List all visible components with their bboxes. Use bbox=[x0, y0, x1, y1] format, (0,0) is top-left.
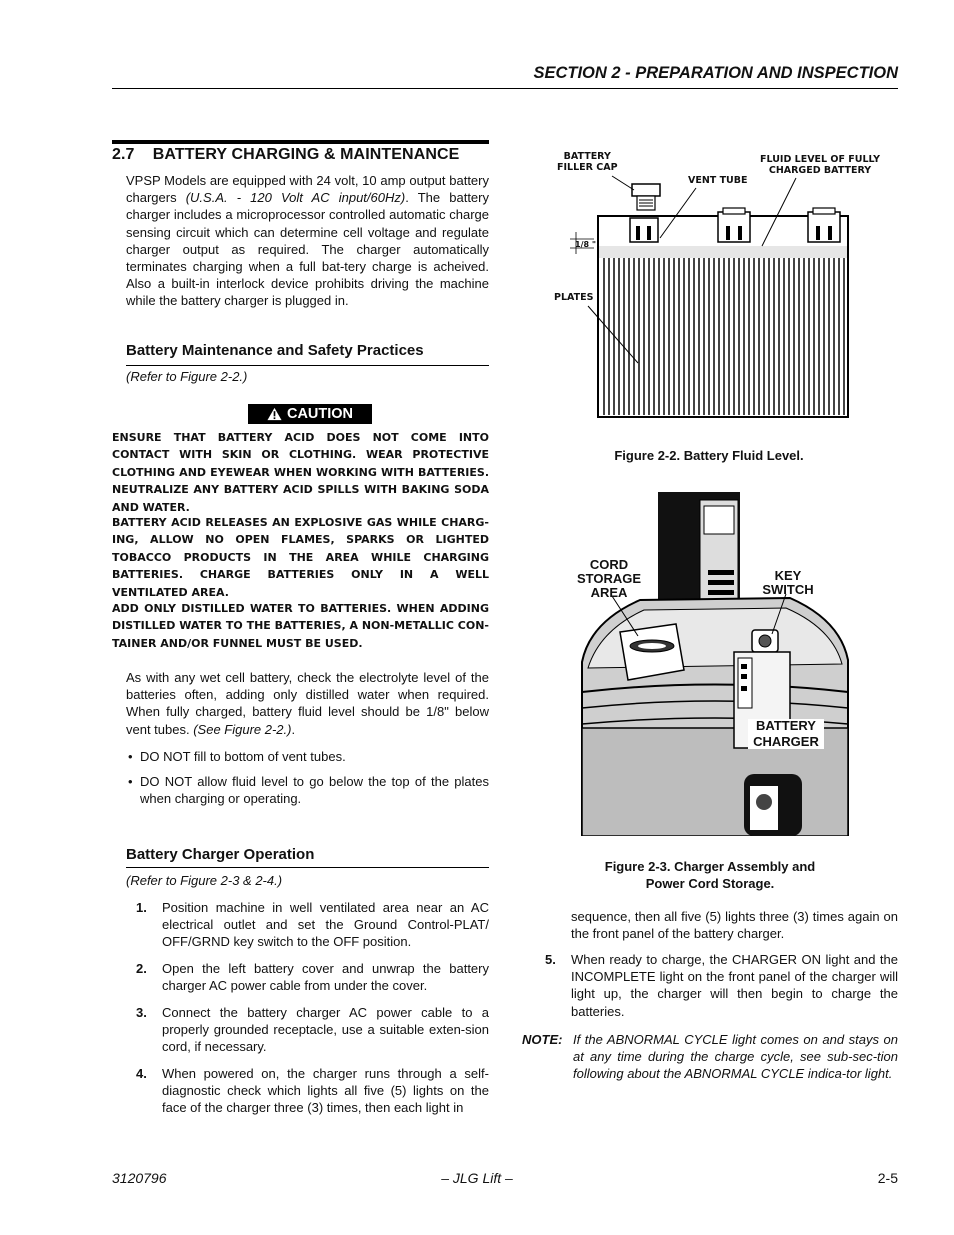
operation-heading: Battery Charger Operation bbox=[126, 846, 315, 863]
step-text: Connect the battery charger AC power cable to a properly grounded receptacle, use a suitable exten-sion cord, if necessary. bbox=[162, 1005, 489, 1055]
footer-page-number: 2-5 bbox=[877, 1170, 898, 1186]
intro-text-b: . The battery charger includes a microprocessor controlled automatic charge sensing circuit which can determine cell voltage and regulate charger output as required. The charger automatically terminates charging when a full bat-tery charge is acheived. Also a built-in interlock device prohibits driving the machine while the battery charger is plugged in. bbox=[126, 190, 489, 309]
label-line: FILLER CAP bbox=[557, 161, 618, 173]
label-line: CHARGER bbox=[753, 734, 819, 749]
step-text: Open the left battery cover and unwrap the battery charger AC power cable from under the cover. bbox=[162, 961, 489, 994]
list-item bbox=[126, 960, 489, 994]
label-line: FLUID LEVEL OF FULLY bbox=[760, 154, 880, 165]
step-number: 2. bbox=[136, 961, 147, 976]
label-line: CORD bbox=[589, 557, 629, 572]
label-line: AREA bbox=[590, 585, 628, 600]
figure-2-2-caption: Figure 2-2. Battery Fluid Level. bbox=[614, 448, 804, 463]
step-text: When ready to charge, the CHARGER ON light and the INCOMPLETE light on the front panel of the charger will light up, the charger will then begin to charge the batteries. bbox=[571, 952, 898, 1019]
vent-tube-icon bbox=[718, 208, 750, 242]
note-text: If the ABNORMAL CYCLE light comes on and stays on at any time during the charge cycle, see sub-sec-tion following about the ABNORMAL CYCLE indica-tor light. bbox=[573, 1032, 898, 1082]
list-item bbox=[530, 951, 898, 1020]
caution-text-distilled-water: ADD ONLY DISTILLED WATER TO BATTERIES. WHEN ADDING DISTILLED WATER TO THE BATTERIES, A NON-METALLIC CON-TAINER AND/OR FUNNEL MUST BE USED. bbox=[112, 602, 489, 650]
label-cord-storage-area bbox=[572, 558, 646, 600]
section-header: SECTION 2 - PREPARATION AND INSPECTION bbox=[533, 64, 898, 82]
step-number: 1. bbox=[136, 900, 147, 915]
bullet-mark: • bbox=[128, 749, 133, 764]
maintenance-reference: (Refer to Figure 2-2.) bbox=[126, 369, 248, 384]
label-fluid-level bbox=[760, 155, 880, 176]
charger-assembly-figure bbox=[580, 492, 850, 836]
note-label: NOTE: bbox=[522, 1032, 563, 1047]
section-title-rule bbox=[112, 140, 489, 144]
wet-cell-paragraph bbox=[126, 669, 489, 738]
label-plates: PLATES bbox=[554, 292, 594, 303]
figure-2-3-caption bbox=[560, 858, 860, 892]
label-line: KEY bbox=[774, 568, 802, 583]
charger-plug-icon bbox=[744, 774, 802, 836]
step-4-continuation: sequence, then all five (5) lights three (3) times again on the front panel of the battery charger. bbox=[571, 909, 898, 942]
intro-paragraph bbox=[126, 172, 489, 310]
label-vent-tube: VENT TUBE bbox=[688, 175, 748, 186]
list-item bbox=[126, 899, 489, 951]
operation-heading-rule bbox=[126, 867, 489, 868]
step-number: 4. bbox=[136, 1066, 147, 1081]
label-line: CHARGED BATTERY bbox=[768, 164, 872, 176]
label-battery-charger bbox=[748, 719, 824, 749]
step-text: When powered on, the charger runs through a self-diagnostic check which lights all five (5) lights on the face of the charger three (3) times, then each light in bbox=[162, 1066, 489, 1116]
bullet-mark: • bbox=[128, 774, 133, 789]
warning-triangle-icon bbox=[267, 407, 282, 421]
note-abnormal-cycle bbox=[522, 1031, 898, 1083]
vent-tube-icon bbox=[808, 208, 840, 242]
cord-storage-icon bbox=[620, 624, 684, 680]
label-line: SWITCH bbox=[762, 582, 814, 597]
maintenance-heading-rule bbox=[126, 365, 489, 366]
label-one-eighth-inch: 1/8 " bbox=[575, 240, 597, 249]
caption-line: Power Cord Storage. bbox=[645, 876, 775, 891]
step-number: 5. bbox=[545, 952, 556, 967]
bullet-text: DO NOT fill to bottom of vent tubes. bbox=[140, 749, 346, 764]
label-line: BATTERY bbox=[756, 718, 816, 733]
bullet-text: DO NOT allow fluid level to go below the top of the plates when charging or operating. bbox=[140, 774, 489, 807]
list-item bbox=[126, 773, 489, 807]
battery-fluid-level-figure bbox=[548, 148, 888, 420]
wet-cell-text: As with any wet cell battery, check the electrolyte level of the batteries often, adding only distilled water when required. When fully charged, battery fluid level should be 1/8" below vent tubes. bbox=[126, 670, 489, 737]
label-battery-filler-cap bbox=[557, 152, 618, 173]
caption-line: Figure 2-3. Charger Assembly and bbox=[604, 859, 816, 874]
key-switch-icon bbox=[752, 630, 778, 652]
vent-tube-icon bbox=[630, 218, 658, 242]
operation-reference: (Refer to Figure 2-3 & 2-4.) bbox=[126, 873, 283, 888]
footer-doc-number: 3120796 bbox=[112, 1170, 167, 1186]
label-line: BATTERY bbox=[563, 151, 611, 162]
label-key-switch bbox=[758, 569, 818, 597]
intro-text-a: VPSP Models are equipped with 24 volt, 10 amp output battery chargers bbox=[126, 173, 489, 206]
step-text: Position machine in well ventilated area near an AC electrical outlet and set the Ground Control-PLAT/ OFF/GRND key switch to the OFF position. bbox=[162, 900, 489, 950]
step-number: 3. bbox=[136, 1005, 147, 1020]
caution-banner bbox=[248, 404, 372, 424]
caution-text-acid-contact: ENSURE THAT BATTERY ACID DOES NOT COME INTO CONTACT WITH SKIN OR CLOTHING. WEAR PROTECTIVE CLOTHING AND EYEWEAR WHEN WORKING WITH BATTERIES. NEUTRALIZE ANY BATTERY ACID SPILLS WITH BAKING SODA AND WATER. bbox=[112, 431, 489, 514]
label-line: STORAGE bbox=[576, 571, 642, 586]
caution-label: CAUTION bbox=[286, 406, 354, 422]
list-item bbox=[126, 1065, 489, 1117]
list-item bbox=[126, 748, 489, 765]
wet-cell-ref: (See Figure 2-2.) bbox=[193, 721, 292, 737]
caution-text-explosive-gas: BATTERY ACID RELEASES AN EXPLOSIVE GAS WHILE CHARG-ING, ALLOW NO OPEN FLAMES, SPARKS OR LIGHTED TOBACCO PRODUCTS IN THE AREA WHILE CHARGING BATTERIES. CHARGE BATTERIES ONLY IN A WELL VENTILATED AREA. bbox=[112, 516, 489, 599]
section-title: 2.7 BATTERY CHARGING & MAINTENANCE bbox=[112, 146, 460, 163]
list-item bbox=[126, 1004, 489, 1056]
header-rule bbox=[112, 88, 898, 89]
intro-text-italic: (U.S.A. - 120 Volt AC input/60Hz) bbox=[185, 190, 406, 206]
footer-publisher: – JLG Lift – bbox=[441, 1170, 513, 1186]
filler-cap-icon bbox=[632, 184, 660, 210]
maintenance-heading: Battery Maintenance and Safety Practices bbox=[126, 342, 424, 359]
wet-cell-end: . bbox=[291, 721, 296, 737]
